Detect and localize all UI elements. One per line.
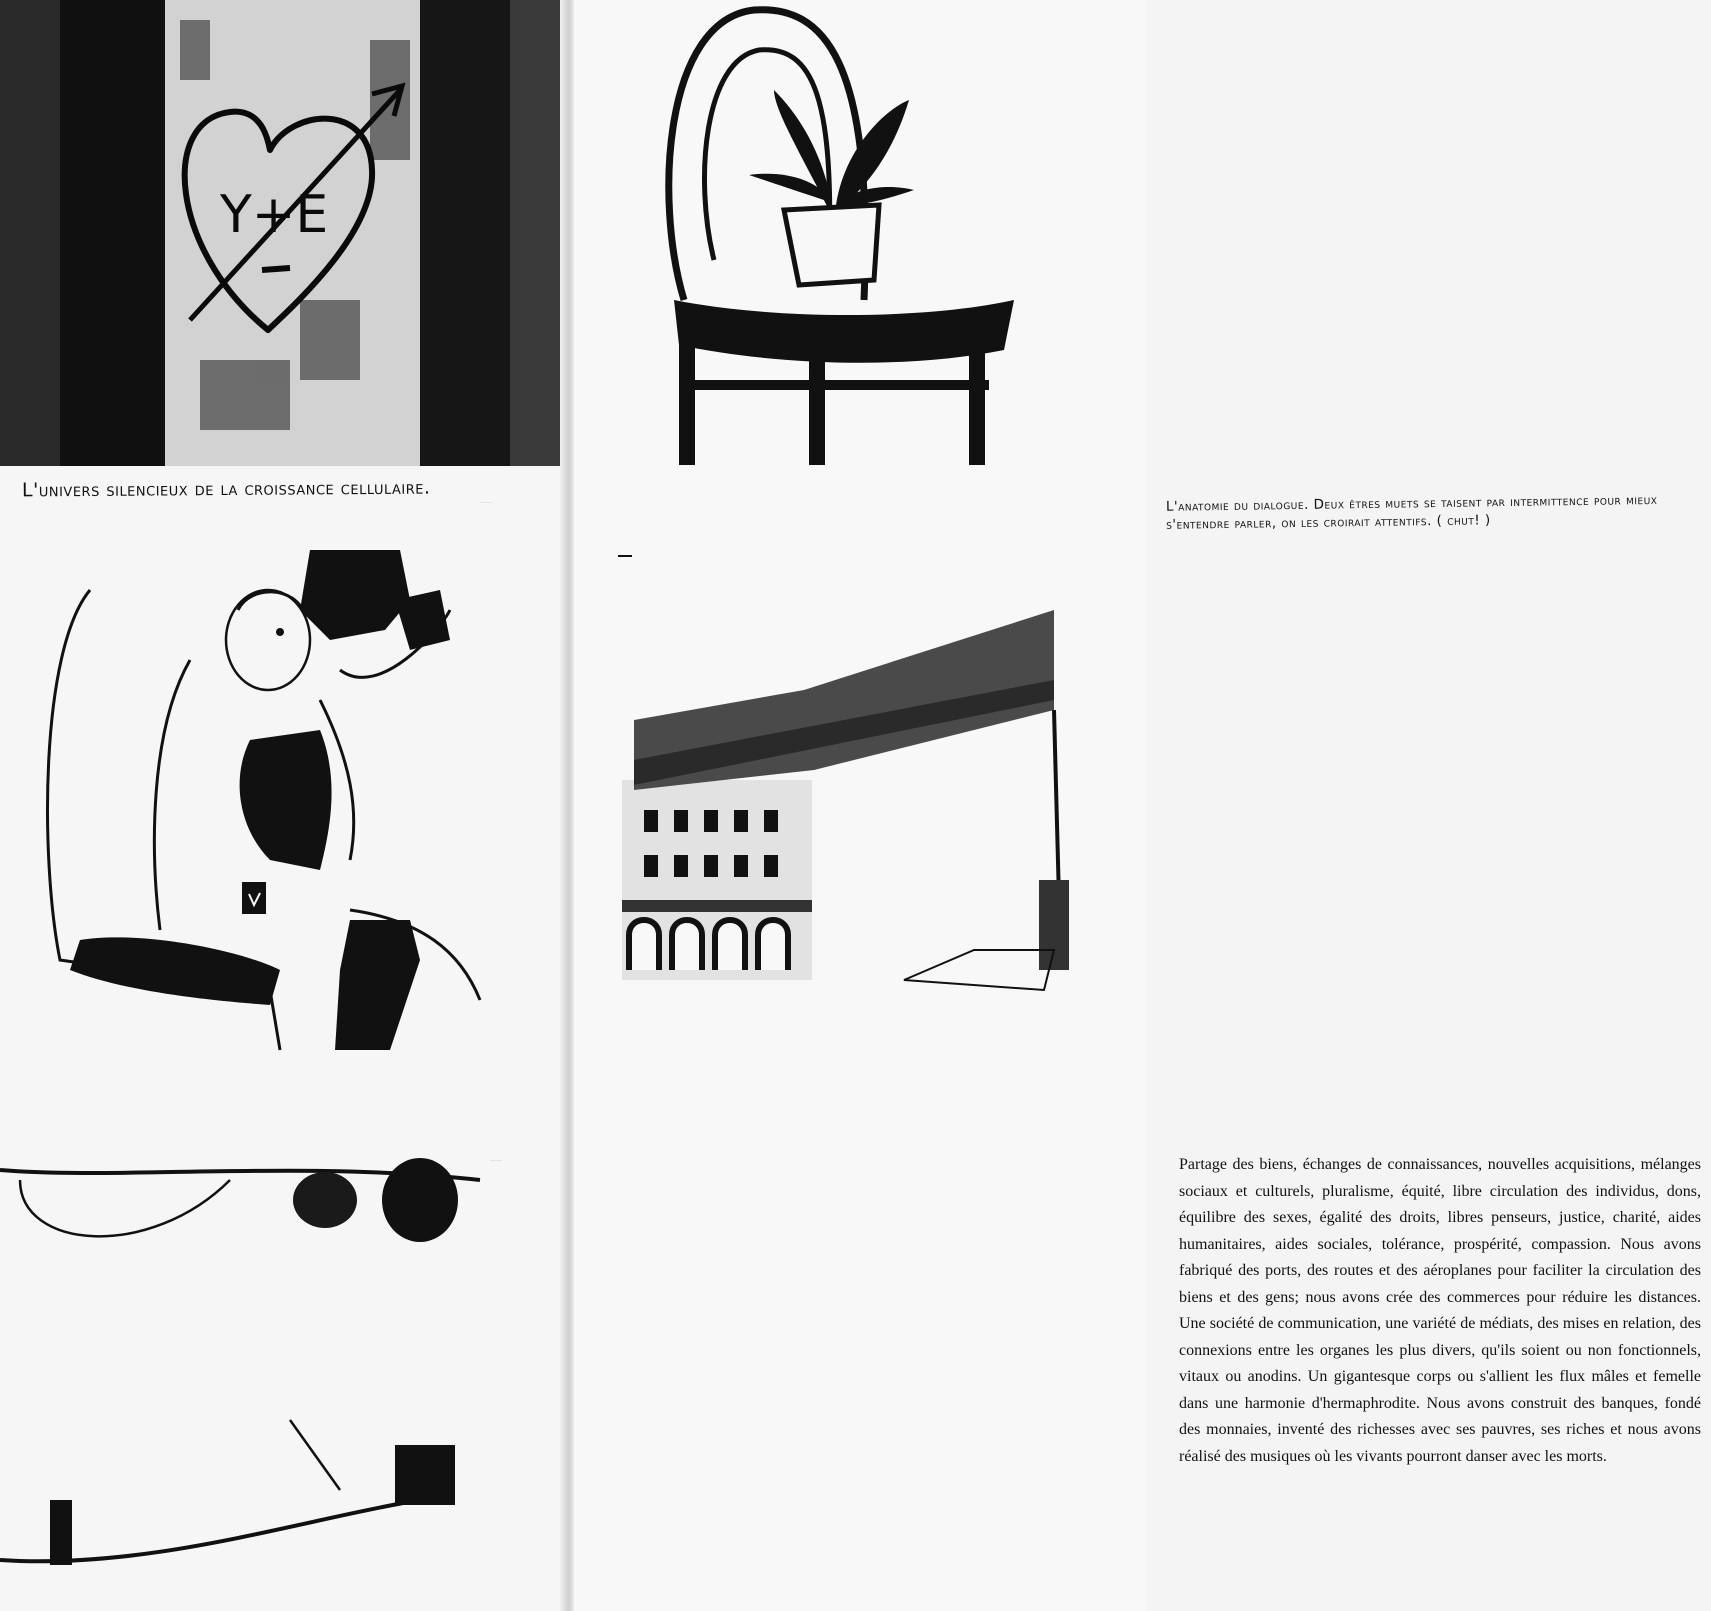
bottom-doodle-illustration <box>0 1160 568 1590</box>
building-collage-illustration <box>574 590 1146 1020</box>
body-paragraph: Partage des biens, échanges de connaissances, nouvelles acquisitions, mélanges sociaux et culturels, pluralisme, équité, libre circulation des individus, dons, équilibre des sexes, égalité des droits, libres penseurs, justice, charité, aides humanitaires, aides sociales, tolérance, prospérité, compassion. Nous avons fabriqué des ports, des routes et des aéroplanes pour faciliter la circulation des biens et des gens; nous avons crée des commerces pour réduire les distances. Une société de communication, une variété de médiats, des mises en relation, des connexions entre les organes les plus divers, qu'ils soient ou non fonctionnels, vitaux ou anodins. Un gigantesque corps ou s'allient les flux mâles et femelle dans une harmonie d'hermaphrodite. Nous avons construit des banques, fondé des monnaies, inventé des richesses avec ses pauvres, ses riches et nous avons réalisé des musiques où les vivants pourront danser avec les morts. <box>1179 1156 1701 1465</box>
seated-woman-illustration <box>0 530 568 1110</box>
left-page <box>0 0 568 1611</box>
left-caption: L'univers silencieux de la croissance cellulaire. <box>21 476 431 502</box>
ghost-text: — <box>480 494 492 508</box>
heart-initials: Y+E <box>220 185 329 245</box>
right-caption: L'anatomie du dialogue. Deux êtres muets se taisent par intermittence pour mieux s'entendre parler, on les croirait attentifs. ( chut! ) <box>1165 491 1658 533</box>
ghost-text-block: — <box>490 1152 502 1166</box>
right-page <box>574 0 1701 1611</box>
chair-plant-illustration <box>574 0 1146 470</box>
tree-heart-illustration <box>0 0 568 466</box>
caption-dash <box>618 555 632 557</box>
